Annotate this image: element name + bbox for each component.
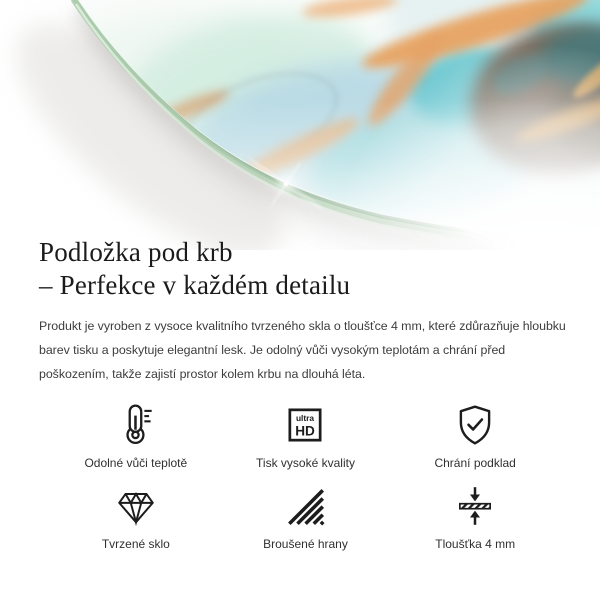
product-title-line2: – Perfekce v každém detailu	[39, 270, 351, 300]
hd-label: HD	[295, 423, 316, 439]
product-title	[39, 236, 572, 302]
feature-item-polished-edges	[221, 483, 391, 551]
feature-label: Tisk vysoké kvality	[256, 456, 355, 470]
diamond-icon	[113, 483, 159, 529]
feature-item-thickness	[390, 483, 560, 551]
polished-edges-icon	[282, 483, 328, 529]
product-photo	[0, 0, 600, 250]
feature-item-heat-resistant	[51, 402, 221, 470]
ultra-hd-icon	[282, 402, 328, 448]
ultra-label: ultra	[296, 412, 315, 423]
feature-label: Tvrzené sklo	[101, 537, 170, 551]
features-grid	[39, 402, 572, 551]
feature-item-print-quality	[221, 402, 391, 470]
product-title-line1: Podložka pod krb	[39, 237, 233, 267]
feature-label: Chrání podklad	[434, 456, 516, 470]
shield-check-icon	[452, 402, 498, 448]
feature-item-tempered-glass	[51, 483, 221, 551]
feature-label: Tloušťka 4 mm	[435, 537, 516, 551]
feature-label: Odolné vůči teplotě	[84, 456, 188, 470]
glass-pad-photo	[0, 0, 600, 250]
product-description: Produkt je vyroben z vysoce kvalitního tvrzeného skla o tloušťce 4 mm, které zdůrazňuje hloubku barev tisku a poskytuje elegantní lesk. Je odolný vůči vysokým teplotám a chrání před poškozením, takže zajistí prostor kolem krbu na dlouhá léta.	[39, 319, 566, 381]
feature-label: Broušené hrany	[263, 537, 348, 551]
feature-item-protects-surface	[390, 402, 560, 470]
product-info-section	[0, 236, 600, 551]
thermometer-icon	[113, 402, 159, 448]
thickness-icon	[452, 483, 498, 529]
